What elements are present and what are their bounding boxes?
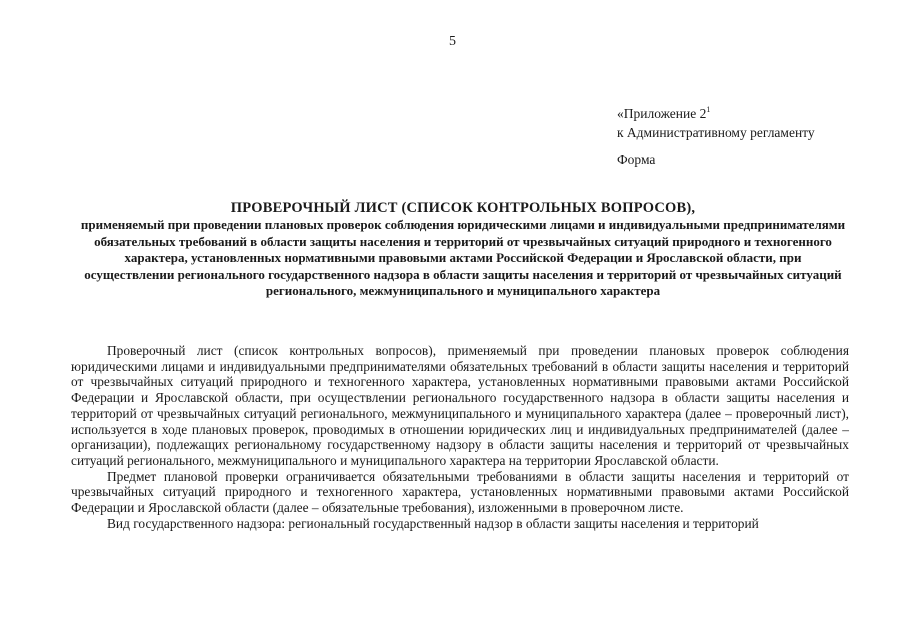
document-title-block bbox=[78, 200, 848, 300]
form-label: Форма bbox=[617, 152, 656, 167]
page-number: 5 bbox=[449, 34, 456, 49]
paragraph-1: Проверочный лист (список контрольных вопросов), применяемый при проведении плановых проверок соблюдения юридическими лицами и индивидуальными предпринимателями обязательных требований в области защиты населения и территорий от чрезвычайных ситуаций природного и техногенного характера, установленных нормативными правовыми актами Российской Федерации и Ярославской области, при осуществлении регионального государственного надзора в области защиты населения и территорий от чрезвычайных ситуаций регионального, межмуниципального и муниципального характера (далее – проверочный лист), используется в ходе плановых проверок, проводимых в отношении юридических лиц и индивидуальных предпринимателей (далее – организации), подлежащих региональному государственному надзору в области защиты населения и территорий от чрезвычайных ситуаций регионального, межмуниципального и муниципального характера на территории Ярославской области. bbox=[71, 343, 849, 468]
document-subtitle: применяемый при проведении плановых проверок соблюдения юридическими лицами и индивидуальными предпринимателями обязательных требований в области защиты населения и территорий от чрезвычайных ситуаций природного и техногенного характера, установленных нормативными правовыми актами Российской Федерации и Ярославской области, при осуществлении регионального государственного надзора в области защиты населения и территорий от чрезвычайных ситуаций регионального, межмуниципального и муниципального характера bbox=[80, 217, 846, 299]
appendix-title: «Приложение 2 bbox=[617, 106, 707, 121]
appendix-reference bbox=[617, 104, 815, 142]
appendix-line-1 bbox=[617, 104, 815, 123]
document-body bbox=[71, 343, 849, 531]
appendix-superscript: 1 bbox=[706, 105, 711, 114]
document-title: ПРОВЕРОЧНЫЙ ЛИСТ (СПИСОК КОНТРОЛЬНЫХ ВОПРОСОВ), bbox=[230, 200, 696, 216]
paragraph-3: Вид государственного надзора: региональный государственный надзор в области защиты населения и территорий bbox=[107, 515, 759, 531]
paragraph-2: Предмет плановой проверки ограничивается обязательными требованиями в области защиты населения и территорий от чрезвычайных ситуаций природного и техногенного характера, установленных нормативными правовыми актами Российской Федерации и Ярославской области (далее – обязательные требования), изложенными в проверочном листе. bbox=[71, 468, 849, 516]
appendix-line-2: к Административному регламенту bbox=[617, 125, 815, 140]
